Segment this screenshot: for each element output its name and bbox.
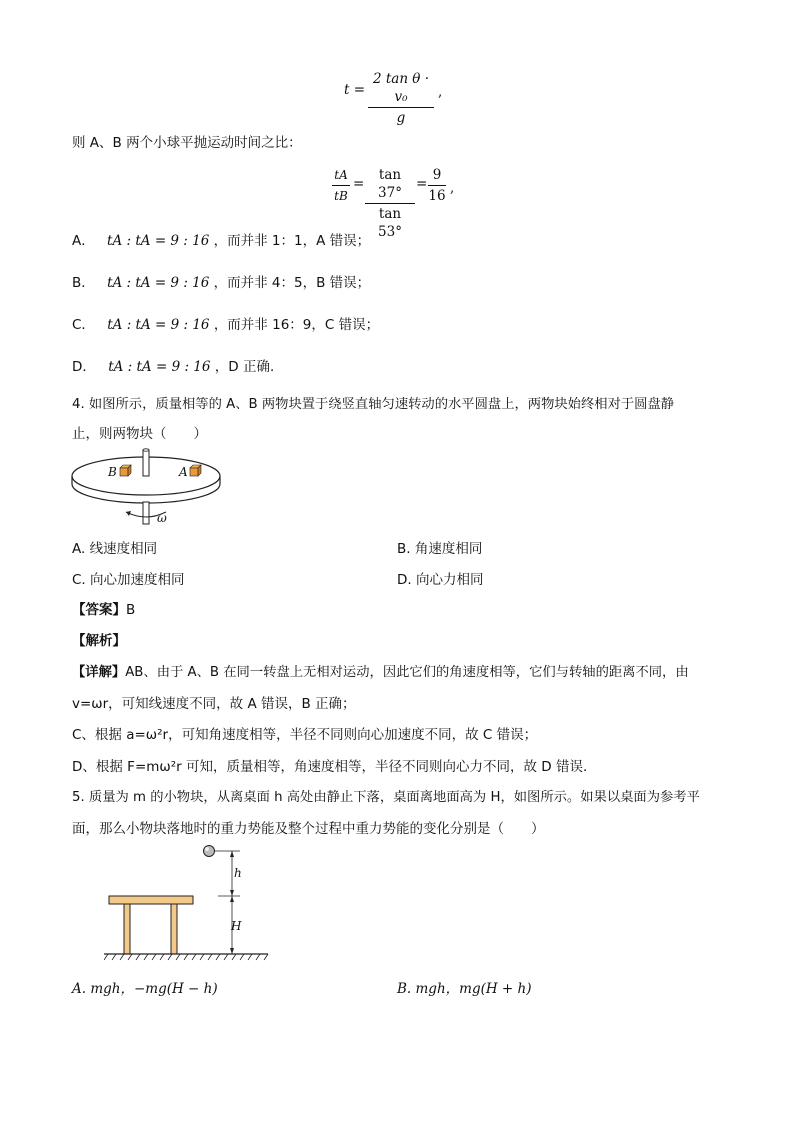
q5-option-a: A. mgh，−mg(H − h) [72,981,218,997]
option-expr: tA : tA = 9 : 16 [107,233,210,249]
equals-sign: = [353,176,365,192]
q4-label-b: B [108,465,117,479]
q4-stem-line2: 止，则两物块（ ） [72,426,207,442]
formula-t-tail: , [438,84,443,100]
formula-t-denominator: g [396,110,406,126]
q5-label-H: H [231,919,242,933]
q4-label-omega: ω [157,511,167,525]
fraction-bar [365,203,415,204]
q4-answer [72,598,135,618]
q5-stem-line2: 面，那么小物块落地时的重力势能及整个过程中重力势能的变化分别是（ ） [72,821,545,837]
detail-tag: 【详解】 [72,665,126,680]
formula-t-numerator: 2 tan θ · v₀ [372,71,430,105]
q5-table-figure [104,842,272,964]
ratio-mid-fraction [365,166,415,241]
formula-t-fraction [368,70,434,127]
ratio-tail: , [450,180,455,196]
q5-stem-line1: 5. 质量为 m 的小物块，从离桌面 h 高处由静止下落，桌面离地面高为 H，如图所示。如果以桌面为参考平 [72,790,700,805]
analysis-option-d [72,355,283,375]
ratio-lhs-fraction [332,166,350,205]
q5-option-b: B. mgh，mg(H + h) [397,981,532,997]
ratio-rhs-num: 9 [432,167,442,183]
analysis-option-c [72,313,379,333]
formula-t-lhs: t = [344,82,366,98]
analysis-option-a [72,229,370,249]
q4-disc-figure [68,446,226,528]
option-text: ，D 正确． [214,359,284,375]
fraction-bar [368,107,434,108]
q4-detail-line1 [72,661,689,680]
equals-sign: = [416,176,428,192]
q4-option-b: B. 角速度相同 [397,541,483,557]
q4-option-c: C. 向心加速度相同 [72,572,185,588]
answer-value: B [126,602,136,618]
fraction-bar [428,185,446,186]
q4-stem-line1: 4. 如图所示，质量相等的 A、B 两物块置于绕竖直轴匀速转动的水平圆盘上，两物块始终相对于圆盘静 [72,397,675,412]
option-expr: tA : tA = 9 : 16 [107,317,210,333]
q4-label-a: A [179,465,188,479]
option-label: C． [72,317,95,333]
option-label: D． [72,359,96,375]
option-text: ，而并非 16：9，C 错误； [213,317,380,333]
detail-text: AB、由于 A、B 在同一转盘上无相对运动，因此它们的角速度相等，它们与转轴的距离不同，由 [125,665,689,680]
ratio-rhs-den: 16 [428,188,446,204]
ratio-mid-den: tan 53° [378,206,402,240]
q4-detail-line2: v=ωr，可知线速度不同，故 A 错误，B 正确； [72,696,356,712]
option-text: ，而并非 4：5，B 错误； [213,275,371,291]
option-label: B． [72,275,95,291]
q4-option-a: A. 线速度相同 [72,541,158,557]
option-label: A． [72,233,95,249]
ratio-lhs-den: tB [334,189,348,203]
answer-tag: 【答案】 [72,602,126,618]
fraction-bar [332,185,350,186]
q5-label-h: h [234,866,242,880]
option-expr: tA : tA = 9 : 16 [107,275,210,291]
ratio-lhs-num: tA [334,168,348,182]
analysis-tag: 【解析】 [72,633,126,649]
option-expr: tA : tA = 9 : 16 [108,359,211,375]
q4-option-d: D. 向心力相同 [397,572,484,588]
ratio-mid-num: tan 37° [378,167,402,201]
ratio-intro: 则 A、B 两个小球平抛运动时间之比： [72,135,302,151]
option-text: ，而并非 1：1，A 错误； [213,233,371,249]
q4-detail-line4: D、根据 F=mω²r 可知，质量相等，角速度相等，半径不同则向心力不同，故 D 错误． [72,759,597,775]
ratio-rhs-fraction [428,166,446,205]
q4-detail-line3: C、根据 a=ω²r，可知角速度相等，半径不同则向心加速度不同，故 C 错误； [72,727,538,743]
analysis-option-b [72,271,370,291]
